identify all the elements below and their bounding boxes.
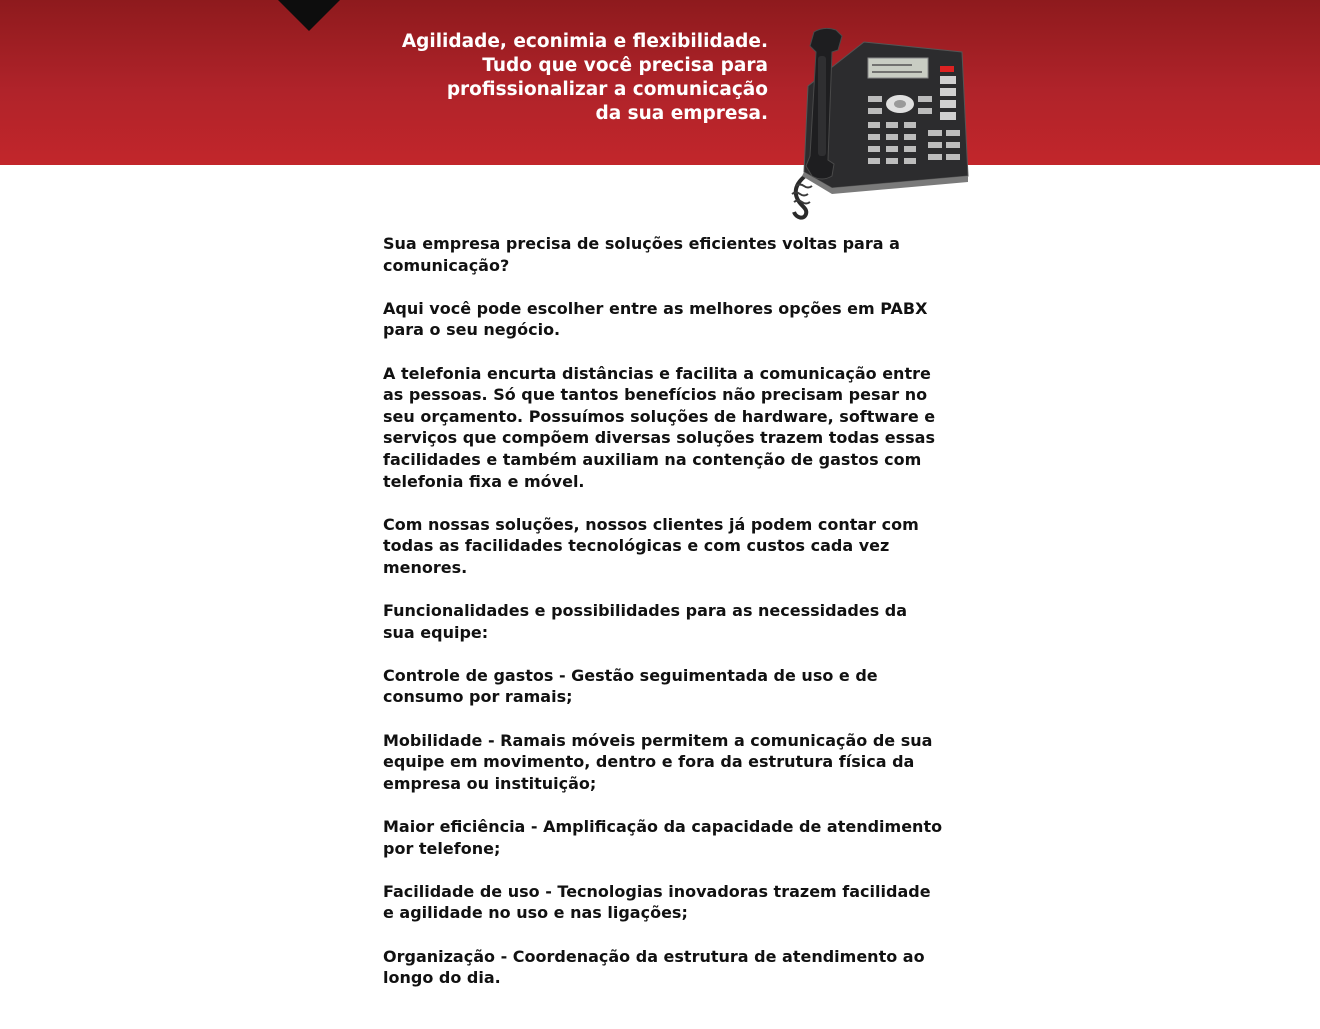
feature-mobilidade: Mobilidade - Ramais móveis permitem a comunicação de sua equipe em movimento, dentro e fora da estrutura física da empresa ou instituição; [383, 730, 933, 793]
paragraph-funcionalidades: Funcionalidades e possibilidades para as necessidades da sua equipe: [383, 601, 908, 642]
feature-facilidade-uso: Facilidade de uso - Tecnologias inovadoras trazem facilidade e agilidade no uso e nas ligações; [383, 881, 931, 923]
paragraph-telefonia: A telefonia encurta distâncias e facilita a comunicação entre as pessoas. Só que tantos benefícios não precisam pesar no seu orçamento. Possuímos soluções de hardware, software e serviços que compõem diversas soluções trazem todas essas facilidades e também auxiliam na contenção de gastos com telefonia fixa e móvel. [383, 363, 936, 491]
paragraph-pabx: Aqui você pode escolher entre as melhores opções em PABX para o seu negócio. [383, 298, 928, 340]
feature-organizacao: Organização - Coordenação da estrutura de atendimento ao longo do dia. [383, 946, 925, 988]
header-banner [0, 0, 1320, 165]
tagline-line: da sua empresa. [595, 103, 768, 124]
paragraph-solucoes: Com nossas soluções, nossos clientes já podem contar com todas as facilidades tecnológicas e com custos cada vez menores. [383, 514, 919, 577]
feature-eficiencia: Maior eficiência - Amplificação da capacidade de atendimento por telefone; [383, 817, 943, 858]
feature-controle-gastos: Controle de gastos - Gestão seguimentada de uso e de consumo por ramais; [383, 665, 878, 707]
banner-tagline [348, 30, 768, 126]
tagline-line: profissionalizar a comunicação [446, 79, 768, 100]
tagline-line: Agilidade, econimia e flexibilidade. [401, 31, 768, 52]
main-content [383, 233, 943, 1010]
tagline-line: Tudo que você precisa para [482, 55, 768, 76]
banner-notch-decoration [278, 0, 340, 31]
ip-desk-phone-icon [772, 26, 972, 222]
paragraph-intro: Sua empresa precisa de soluções eficientes voltas para a comunicação? [383, 234, 900, 275]
